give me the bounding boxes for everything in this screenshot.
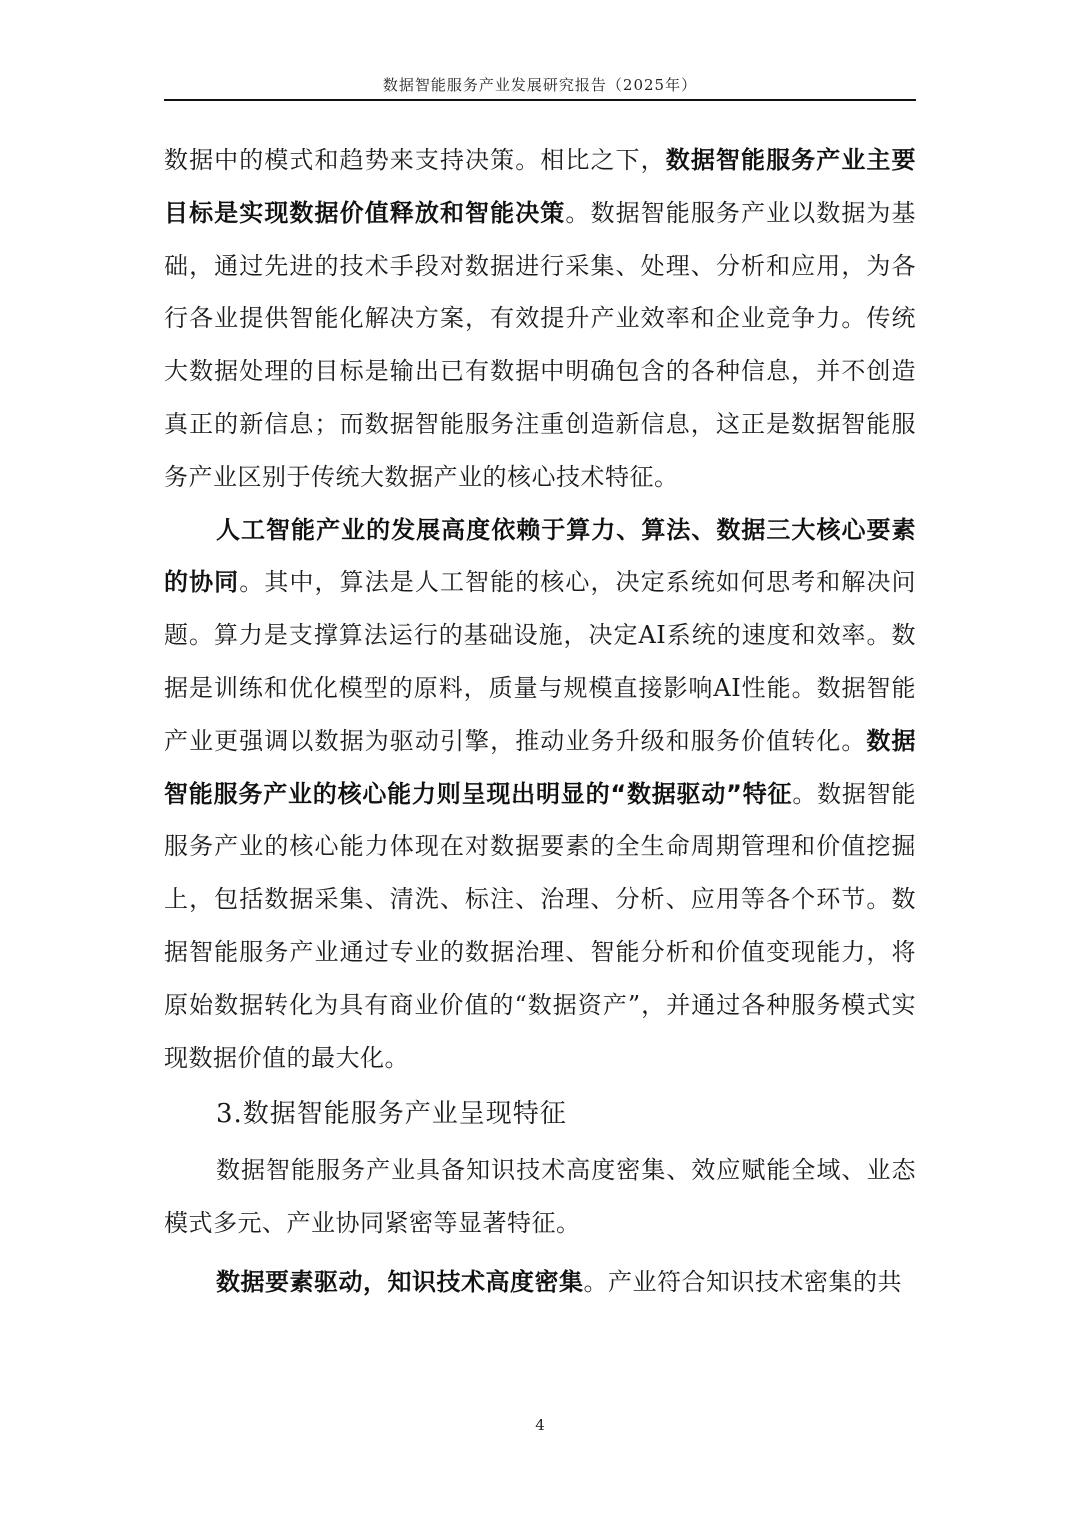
paragraph-3: 数据智能服务产业具备知识技术高度密集、效应赋能全域、业态模式多元、产业协同紧密等显著特征。 [164, 1156, 916, 1238]
header-divider [164, 99, 916, 101]
paragraph-1-text-c: 。数据智能服务产业以数据为基础，通过先进的技术手段对数据进行采集、处理、分析和应用，为各行各业提供智能化解决方案，有效提升产业效率和企业竞争力。传统大数据处理的目标是输出已有数据中明确包含的各种信息，并不创造真正的新信息；而数据智能服务注重创造新信息，这正是数据智能服务产业区别于传统大数据产业的核心技术特征。 [164, 198, 917, 491]
running-header: 数据智能服务产业发展研究报告（2025年） [382, 76, 698, 94]
paragraph-2-text-b: 。其中，算法是人工智能的核心，决定系统如何思考和解决问题。算力是支撑算法运行的基础设施，决定AI系统的速度和效率。数据是训练和优化模型的原料，质量与规模直接影响AI性能。数据智能产业更强调以数据为驱动引擎，推动业务升级和服务价值转化。 [164, 568, 917, 755]
paragraph-4 [164, 1256, 916, 1309]
paragraph-2-emphasis: 数据智能服务产业的核心能力则呈现出明显的“数据驱动”特征 [164, 726, 917, 808]
paragraph-2 [164, 504, 916, 1085]
section-heading: 3.数据智能服务产业呈现特征 [216, 1099, 567, 1130]
paragraph-1-emphasis: 数据智能服务产业主要目标是实现数据价值释放和智能决策 [164, 146, 917, 227]
document-body [164, 134, 916, 1309]
page-number: 4 [535, 1416, 545, 1434]
paragraph-4-lead-emphasis: 数据要素驱动，知识技术高度密集 [216, 1267, 584, 1296]
paragraph-2-lead-emphasis: 人工智能产业的发展高度依赖于算力、算法、数据三大核心要素的协同 [164, 515, 916, 597]
paragraph-1-text-a: 数据中的模式和趋势来支持决策。相比之下， [164, 146, 666, 174]
paragraph-2-text-d: 。数据智能服务产业的核心能力体现在对数据要素的全生命周期管理和价值挖掘上，包括数据采集、清洗、标注、治理、分析、应用等各个环节。数据智能服务产业通过专业的数据治理、智能分析和价值变现能力，将原始数据转化为具有商业价值的“数据资产”，并通过各种服务模式实现数据价值的最大化。 [164, 779, 917, 1072]
paragraph-1 [164, 134, 916, 504]
paragraph-4-text-b: 。产业符合知识技术密集的共 [583, 1267, 902, 1296]
